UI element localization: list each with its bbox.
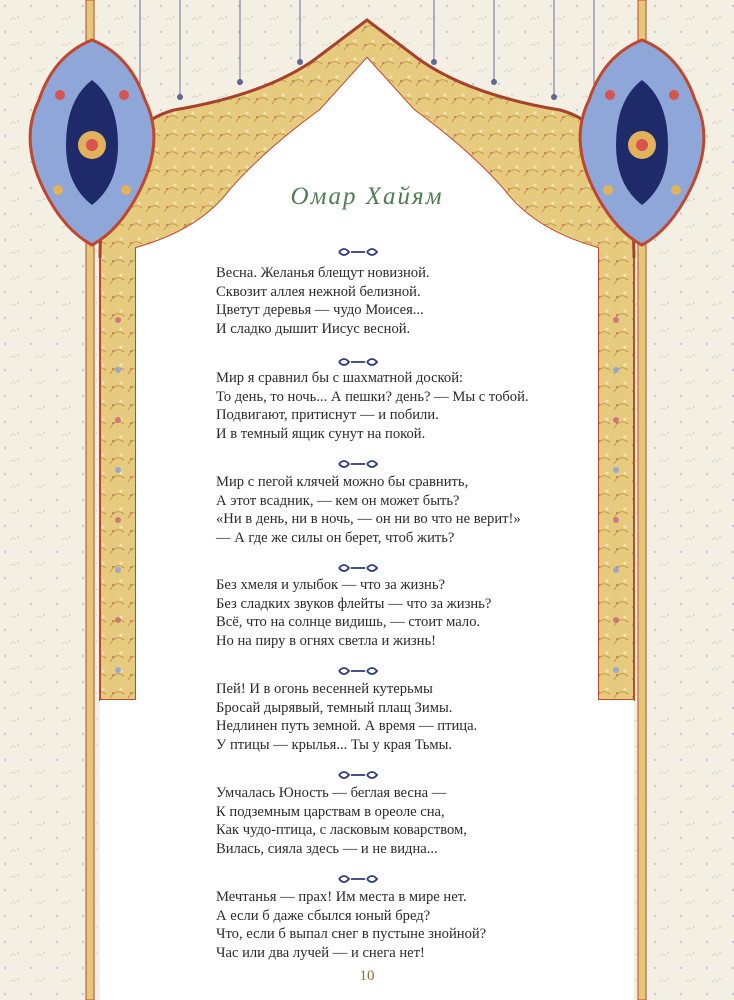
stanza <box>216 576 556 650</box>
verse-line: Весна. Желанья блещут новизной. <box>216 265 430 281</box>
verse-line: Мир я сравнил бы с шахматной доской: <box>216 370 464 386</box>
poem-title: Омар Хайям <box>290 183 444 210</box>
verse-line: Мечтанья — прах! Им места в мире нет. <box>216 889 467 905</box>
divider-ornament-icon <box>337 770 379 780</box>
verse-line: Пей! И в огонь весенней кутерьмы <box>216 681 433 697</box>
verse-line: И в темный ящик сунут на покой. <box>216 425 426 442</box>
divider-ornament-icon <box>337 247 379 257</box>
divider-ornament-icon <box>337 666 379 676</box>
verse-line: Без сладких звуков флейты — что за жизнь? <box>216 595 492 612</box>
verse-line: Недлинен путь земной. А время — птица. <box>216 718 478 735</box>
verse-line: Без хмеля и улыбок — что за жизнь? <box>216 577 445 593</box>
verse-line: — А где же силы он берет, чтоб жить? <box>216 529 455 546</box>
verse-line: Как чудо-птица, с ласковым коварством, <box>216 822 467 839</box>
verse-line: А если б даже сбылся юный бред? <box>216 907 431 924</box>
verse-line: Умчалась Юность — беглая весна — <box>216 785 447 801</box>
verse-line: Но на пиру в огнях светла и жизнь! <box>216 632 437 649</box>
stanza <box>216 784 556 858</box>
divider-ornament-icon <box>337 357 379 367</box>
divider-ornament-icon <box>337 563 379 573</box>
verse-line: Подвигают, притиснут — и побили. <box>216 407 439 424</box>
stanza <box>216 369 556 443</box>
verse-line: Мир с пегой клячей можно бы сравнить, <box>216 474 469 490</box>
stanza <box>216 264 556 338</box>
verse-line: А этот всадник, — кем он может быть? <box>216 492 460 509</box>
verse-line: Цветут деревья — чудо Моисея... <box>216 302 424 319</box>
verse-line: Всё, что на солнце видишь, — стоит мало. <box>216 614 481 631</box>
divider-ornament-icon <box>337 459 379 469</box>
verse-line: К подземным царствам в ореоле сна, <box>216 803 445 820</box>
verse-line: Сквозит аллея нежной белизной. <box>216 283 421 300</box>
verse-line: То день, то ночь... А пешки? день? — Мы с тобой. <box>216 388 529 405</box>
stanza <box>216 473 556 547</box>
verse-line: Что, если б выпал снег в пустыне знойной? <box>216 926 487 943</box>
stanza <box>216 680 556 754</box>
page-number: 10 <box>359 968 375 984</box>
verse-line: У птицы — крылья... Ты у края Тьмы. <box>216 736 453 753</box>
verse-line: И сладко дышит Иисус весной. <box>216 320 411 337</box>
verse-line: Вилась, сияла здесь — и не видна... <box>216 840 438 857</box>
verse-line: Бросай дырявый, темный плащ Зимы. <box>216 699 453 716</box>
verse-line: «Ни в день, ни в ночь, — он ни во что не верит!» <box>216 511 521 528</box>
verse-line: Час или два лучей — и снега нет! <box>216 944 425 961</box>
divider-ornament-icon <box>337 874 379 884</box>
stanza <box>216 888 556 962</box>
